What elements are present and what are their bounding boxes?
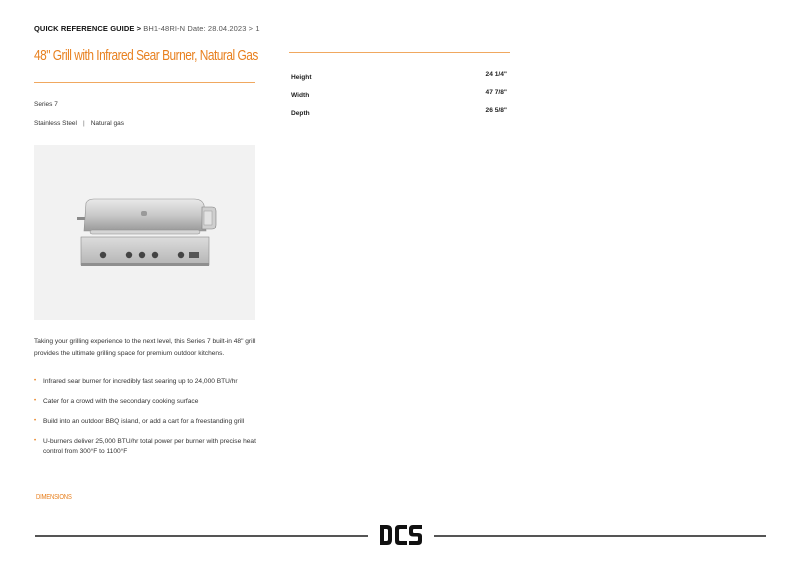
feature-list bbox=[34, 377, 256, 467]
finish-label: Stainless Steel bbox=[34, 120, 77, 127]
spec-label: Height bbox=[291, 74, 312, 81]
list-item: • Build into an outdoor BBQ island, or add a cart for a freestanding grill bbox=[34, 417, 256, 427]
product-description: Taking your grilling experience to the next level, this Series 7 built-in 48" grill provides the ultimate grilling space for premium outdoor kitchens. bbox=[34, 338, 256, 357]
list-item: • Cater for a crowd with the secondary cooking surface bbox=[34, 397, 256, 407]
dimensions-heading: DIMENSIONS bbox=[36, 492, 72, 501]
product-image bbox=[34, 145, 255, 320]
dcs-logo bbox=[378, 523, 424, 547]
table-row bbox=[289, 104, 509, 122]
series-label: Series 7 bbox=[34, 101, 58, 108]
guide-label: QUICK REFERENCE GUIDE > bbox=[34, 24, 142, 33]
table-row bbox=[289, 86, 509, 104]
title-divider bbox=[34, 82, 255, 83]
spec-value: 24 1/4" bbox=[485, 71, 507, 78]
footer-rule-right bbox=[434, 535, 766, 537]
footer-rule-left bbox=[35, 535, 368, 537]
spec-value: 47 7/8" bbox=[485, 89, 507, 96]
product-attributes bbox=[34, 120, 124, 127]
attribute-separator: | bbox=[83, 120, 85, 127]
spec-divider bbox=[289, 52, 510, 53]
fuel-label: Natural gas bbox=[90, 120, 124, 127]
spec-label: Width bbox=[291, 92, 310, 99]
list-item: • U-burners deliver 25,000 BTU/hr total power per burner with precise heat control from 300°F to 1100°F bbox=[34, 437, 256, 456]
list-item: • Infrared sear burner for incredibly fast searing up to 24,000 BTU/hr bbox=[34, 377, 256, 387]
spec-label: Depth bbox=[291, 110, 310, 117]
spec-value: 26 5/8" bbox=[485, 107, 507, 114]
document-header bbox=[34, 24, 260, 33]
page-number: 1 bbox=[255, 24, 260, 33]
model-date: BH1-48RI-N Date: 28.04.2023 > bbox=[143, 24, 254, 33]
table-row bbox=[289, 68, 509, 86]
product-title: 48" Grill with Infrared Sear Burner, Natural Gas bbox=[34, 48, 258, 64]
grill-image bbox=[34, 145, 255, 320]
dimensions-table bbox=[289, 68, 509, 122]
